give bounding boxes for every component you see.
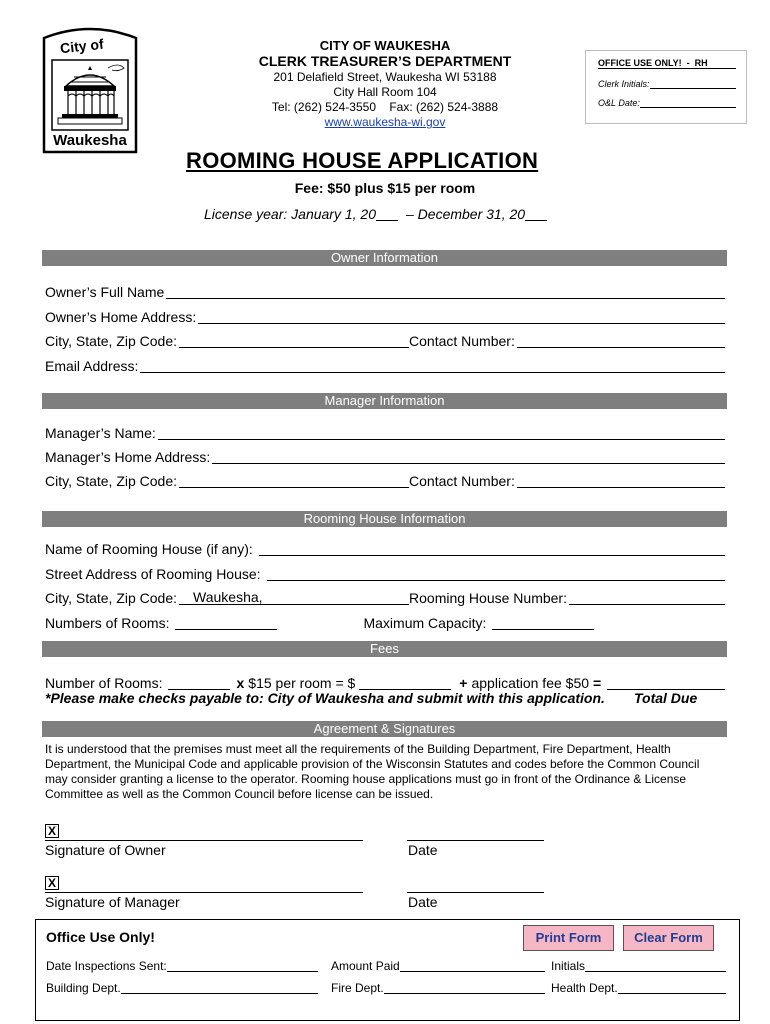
header	[230, 38, 540, 130]
owner-signature-label: Signature of Owner	[45, 842, 166, 858]
amount-paid-label: Amount Paid	[331, 959, 400, 973]
manager-home-address-input[interactable]	[212, 449, 725, 464]
manager-signature-label: Signature of Manager	[45, 894, 180, 910]
header-website-link[interactable]: www.waukesha-wi.gov	[324, 115, 446, 129]
owner-full-name-field[interactable]	[45, 280, 725, 300]
health-dept-field[interactable]	[551, 975, 726, 995]
license-year	[204, 206, 547, 222]
header-address: 201 Delafield Street, Waukesha WI 53188	[273, 70, 497, 84]
rooming-name-label: Name of Rooming House (if any):	[45, 541, 253, 557]
header-city: CITY OF WAUKESHA	[319, 38, 451, 53]
fire-dept-field[interactable]	[331, 975, 545, 995]
fee-text: Fee: $50 plus $15 per room	[294, 180, 476, 196]
license-year-start-blank[interactable]	[376, 206, 398, 221]
owner-signature-line[interactable]	[45, 824, 363, 841]
form-title: ROOMING HOUSE APPLICATION	[186, 148, 539, 173]
logo-top-text: City of	[59, 35, 105, 57]
owner-signature-checkbox-icon: X	[45, 824, 59, 838]
manager-date-line[interactable]	[407, 876, 544, 893]
rooming-house-number-label: Rooming House Number:	[409, 590, 567, 606]
owner-contact-input[interactable]	[517, 333, 725, 348]
owner-city-row	[45, 329, 725, 349]
manager-name-label: Manager’s Name:	[45, 425, 156, 441]
fees-multiply-sign: x	[236, 675, 245, 691]
agreement-section-header: Agreement & Signatures	[42, 721, 727, 737]
fees-plus-sign: +	[459, 675, 468, 691]
owner-full-name-input[interactable]	[166, 284, 725, 299]
fees-total-input[interactable]	[607, 675, 725, 690]
manager-city-label: City, State, Zip Code:	[45, 473, 178, 489]
rooming-name-input[interactable]	[259, 541, 725, 556]
owner-home-address-label: Owner’s Home Address:	[45, 309, 197, 325]
manager-name-input[interactable]	[158, 425, 725, 440]
city-logo	[38, 24, 142, 154]
fees-app-fee-label: application fee $50	[471, 675, 590, 691]
rooming-street-label: Street Address of Rooming House:	[45, 566, 261, 582]
total-due-label: Total Due	[634, 690, 698, 706]
rooming-house-number-input[interactable]	[569, 590, 725, 605]
max-capacity-input[interactable]	[492, 615, 594, 630]
owner-email-field[interactable]	[45, 354, 725, 374]
manager-contact-input[interactable]	[517, 473, 725, 488]
owner-home-address-input[interactable]	[198, 309, 725, 324]
fees-equals-sign: =	[593, 675, 602, 691]
manager-signature-line[interactable]	[45, 876, 363, 893]
max-capacity-label: Maximum Capacity:	[363, 615, 487, 631]
owner-section-header: Owner Information	[42, 250, 727, 266]
manager-section-header: Manager Information	[42, 393, 727, 409]
num-rooms-label: Numbers of Rooms:	[45, 615, 170, 631]
license-year-end: – December 31, 20	[406, 206, 526, 222]
owner-date-line[interactable]	[407, 824, 544, 841]
fees-per-room-label: $15 per room = $	[248, 675, 356, 691]
rooming-rooms-row	[45, 611, 725, 631]
manager-home-address-field[interactable]	[45, 445, 725, 465]
logo-bottom-text: Waukesha	[53, 132, 127, 149]
clerk-initials-label: Clerk Initials:	[598, 79, 650, 89]
fees-room-total-input[interactable]	[359, 675, 451, 690]
print-form-button[interactable]: Print Form	[523, 925, 614, 951]
date-inspections-input[interactable]	[167, 960, 318, 972]
fire-dept-label: Fire Dept.	[331, 981, 384, 995]
manager-signature-checkbox-icon: X	[45, 876, 59, 890]
health-dept-label: Health Dept.	[551, 981, 618, 995]
ol-date-label: O&L Date:	[598, 98, 640, 108]
fees-section-header: Fees	[42, 641, 727, 657]
health-dept-input[interactable]	[618, 982, 726, 994]
header-phone: Tel: (262) 524-3550 Fax: (262) 524-3888	[271, 100, 499, 114]
owner-city-label: City, State, Zip Code:	[45, 333, 178, 349]
fees-num-rooms-input[interactable]	[168, 675, 230, 690]
office-use-title: Office Use Only!	[46, 929, 155, 945]
owner-date-label: Date	[408, 842, 438, 858]
checks-note: *Please make checks payable to: City of Waukesha and submit with this application.	[45, 690, 605, 706]
rooming-city-label: City, State, Zip Code:	[45, 590, 178, 606]
rooming-street-input[interactable]	[267, 566, 725, 581]
owner-full-name-label: Owner’s Full Name	[45, 284, 165, 300]
header-department: CLERK TREASURER’S DEPARTMENT	[258, 53, 512, 69]
date-inspections-label: Date Inspections Sent:	[46, 959, 167, 973]
fees-calc-row	[45, 671, 725, 691]
license-year-start: License year: January 1, 20	[204, 206, 376, 222]
num-rooms-input[interactable]	[175, 615, 277, 630]
owner-home-address-field[interactable]	[45, 305, 725, 325]
manager-home-address-label: Manager’s Home Address:	[45, 449, 211, 465]
rooming-name-field[interactable]	[45, 537, 725, 557]
ol-date-field[interactable]	[598, 98, 736, 109]
owner-email-input[interactable]	[140, 358, 725, 373]
amount-paid-input[interactable]	[400, 960, 545, 972]
owner-city-input[interactable]	[179, 333, 409, 348]
rooming-street-field[interactable]	[45, 562, 725, 582]
initials-field[interactable]	[551, 953, 726, 973]
header-room: City Hall Room 104	[333, 85, 437, 99]
manager-date-label: Date	[408, 894, 438, 910]
license-year-end-blank[interactable]	[525, 206, 547, 221]
office-use-box	[585, 50, 747, 124]
rooming-section-header: Rooming House Information	[42, 511, 727, 527]
initials-label: Initials	[551, 959, 586, 973]
manager-name-field[interactable]	[45, 421, 725, 441]
rooming-city-row	[45, 586, 725, 606]
manager-contact-label: Contact Number:	[409, 473, 515, 489]
clerk-initials-field[interactable]	[598, 79, 736, 90]
initials-input[interactable]	[585, 960, 726, 972]
agreement-text: It is understood that the premises must meet all the requirements of the Building Department, Fire Department, Health Department, the Municipal Code and applicable provision of the Wisconsin Statutes and codes before the Common Council may consider granting a license to the operator. Rooming house applications must go in front of the Ordinance & License Committee as well as the Common Council before license can be issued.	[45, 742, 700, 801]
fees-num-rooms-label: Number of Rooms:	[45, 675, 163, 691]
building-dept-input[interactable]	[121, 982, 318, 994]
manager-city-input[interactable]	[179, 473, 409, 488]
manager-city-row	[45, 469, 725, 489]
fire-dept-input[interactable]	[384, 982, 545, 994]
owner-email-label: Email Address:	[45, 358, 139, 374]
rooming-city-input[interactable]: Waukesha,	[179, 590, 409, 605]
office-box-title: OFFICE USE ONLY! - RH	[598, 58, 736, 69]
building-dept-label: Building Dept.	[46, 981, 121, 995]
clear-form-button[interactable]: Clear Form	[623, 925, 714, 951]
date-inspections-field[interactable]	[46, 953, 318, 973]
owner-contact-label: Contact Number:	[409, 333, 515, 349]
building-dept-field[interactable]	[46, 975, 318, 995]
amount-paid-field[interactable]	[331, 953, 545, 973]
